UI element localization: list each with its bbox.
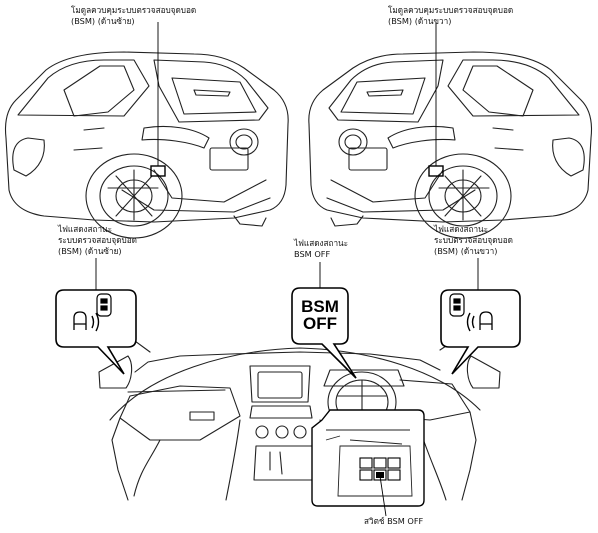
- callout-indicator-left: [56, 290, 136, 374]
- bsm-off-symbol: [294, 298, 346, 332]
- car-rear-right-illustration: [309, 52, 592, 238]
- label-bsm-off-switch: [364, 516, 423, 527]
- label-bsm-indicator-right-line2: ระบบตรวจสอบจุดบอด: [434, 235, 513, 245]
- bsm-off-symbol-line2: OFF: [303, 314, 337, 333]
- label-bsm-off-indicator-line2: BSM OFF: [294, 249, 331, 259]
- label-bsm-module-left-line2: (BSM) (ด้านซ้าย): [71, 16, 135, 26]
- label-bsm-module-right-line1: โมดูลควบคุมระบบตรวจสอบจุดบอด: [388, 5, 514, 15]
- label-bsm-module-left-line1: โมดูลควบคุมระบบตรวจสอบจุดบอด: [71, 5, 197, 15]
- label-bsm-module-left: [71, 5, 196, 27]
- label-bsm-module-right: [388, 5, 513, 27]
- bsm-off-symbol-line1: BSM: [301, 297, 339, 316]
- label-bsm-indicator-right-line1: ไฟแสดงสถานะ: [434, 224, 489, 234]
- label-bsm-indicator-left-line3: (BSM) (ด้านซ้าย): [58, 246, 122, 256]
- label-bsm-indicator-left: [58, 224, 137, 257]
- label-bsm-off-indicator-line1: ไฟแสดงสถานะ: [294, 238, 349, 248]
- label-bsm-indicator-left-line1: ไฟแสดงสถานะ: [58, 224, 113, 234]
- label-bsm-module-right-line2: (BSM) (ด้านขวา): [388, 16, 452, 26]
- label-bsm-indicator-right-line3: (BSM) (ด้านขวา): [434, 246, 498, 256]
- label-bsm-indicator-left-line2: ระบบตรวจสอบจุดบอด: [58, 235, 137, 245]
- label-bsm-off-indicator: [294, 238, 348, 260]
- car-rear-left-illustration: [5, 52, 288, 238]
- dashboard-illustration: [99, 330, 500, 500]
- label-bsm-off-switch-text: สวิตช์ BSM OFF: [364, 516, 424, 526]
- bsm-module-right-marker: [429, 166, 443, 176]
- label-bsm-indicator-right: [434, 224, 513, 257]
- switch-inset: [312, 410, 424, 506]
